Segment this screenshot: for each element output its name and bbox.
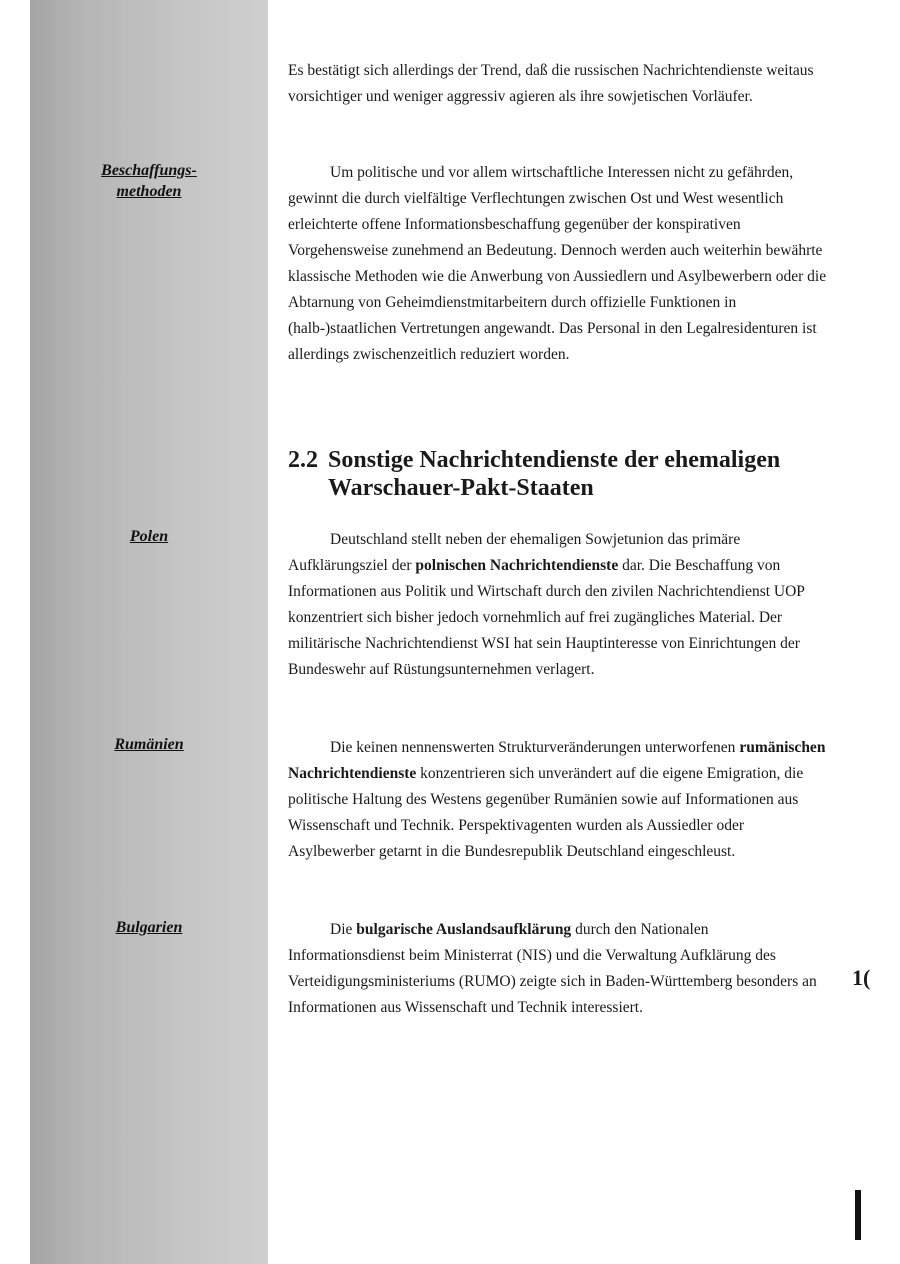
margin-label-bulgarien: Bulgarien — [115, 919, 183, 936]
section-number: 2.2 — [288, 447, 318, 473]
margin-label-beschaffungsmethoden — [30, 160, 268, 202]
rumaenien-paragraph — [288, 735, 828, 865]
section-heading — [288, 446, 848, 502]
margin-label-polen: Polen — [129, 528, 169, 545]
text-run: konzentrieren sich unverändert auf die eigene Emigration, die politische Haltung des Westens gegenüber Rumänien sowie auf Informationen aus Wissenschaft und Technik. Perspektivagenten wurden als Aussiedler oder Asylbewerber getarnt in die Bundesrepublik Deutschland eingeschleust. — [288, 765, 804, 860]
margin-label-line: methoden — [116, 183, 182, 200]
section-title-line2: Warschauer-Pakt-Staaten — [328, 475, 594, 501]
bold-term: bulgarische Auslandsaufklärung — [356, 921, 572, 938]
text-run: durch den Nationalen Informationsdienst beim Ministerrat (NIS) und die Verwaltung Aufklärung des Verteidigungsministeriums (RUMO) zeigte sich in Baden-Württemberg besonders an Informationen aus Wissenschaft und Technik interessiert. — [288, 921, 817, 1016]
text-run: Die — [330, 921, 357, 938]
page-edge-mark — [855, 1190, 861, 1240]
beschaffungsmethoden-paragraph: Um politische und vor allem wirtschaftliche Interessen nicht zu gefährden, gewinnt die durch vielfältige Verflechtungen zwischen Ost und West wesentlich erleichterte offene Informationsbeschaffung gegenüber der konspirativen Vorgehensweise zunehmend an Bedeutung. Dennoch werden auch weiterhin bewährte klassische Methoden wie die Anwerbung von Aussiedlern und Asylbewerbern oder die Abtarnung von Geheimdienstmitarbeitern durch offizielle Funktionen in (halb-)staatlichen Vertretungen angewandt. Das Personal in den Legalresidenturen ist allerdings zwischenzeitlich reduziert worden. — [288, 164, 827, 363]
text-run: dar. Die Beschaffung von Informationen aus Politik und Wirtschaft durch den zivilen Nachrichtendienst UOP konzentriert sich bisher jedoch vornehmlich auf frei zugängliches Material. Der militärische Nachrichtendienst WSI hat sein Hauptinteresse von Einrichtungen der Bundeswehr auf Rüstungsunternehmen verlagert. — [288, 557, 805, 678]
margin-label-rumaenien: Rumänien — [114, 736, 184, 753]
margin-sidebar — [30, 0, 268, 1264]
text-run: Deutschland stellt neben der ehemaligen Sowjetunion das primäre Aufklärungsziel der — [288, 531, 741, 574]
bulgarien-paragraph — [288, 917, 828, 1021]
text-run: Die keinen nennenswerten Strukturveränderungen unterworfenen — [330, 739, 740, 756]
section-title-line1: Sonstige Nachrichtendienste der ehemaligen — [328, 447, 781, 473]
page-number: 1( — [852, 965, 871, 990]
polen-paragraph — [288, 527, 828, 683]
bold-term: polnischen Nachrichtendienste — [415, 557, 619, 574]
intro-paragraph: Es bestätigt sich allerdings der Trend, daß die russischen Nachrichtendienste weitaus vorsichtiger und weniger aggressiv agieren als ihre sowjetischen Vorläufer. — [288, 62, 814, 105]
bold-term: rumänischen Nachrichtendienste — [288, 739, 826, 782]
margin-label-line: Beschaffungs- — [101, 162, 197, 179]
